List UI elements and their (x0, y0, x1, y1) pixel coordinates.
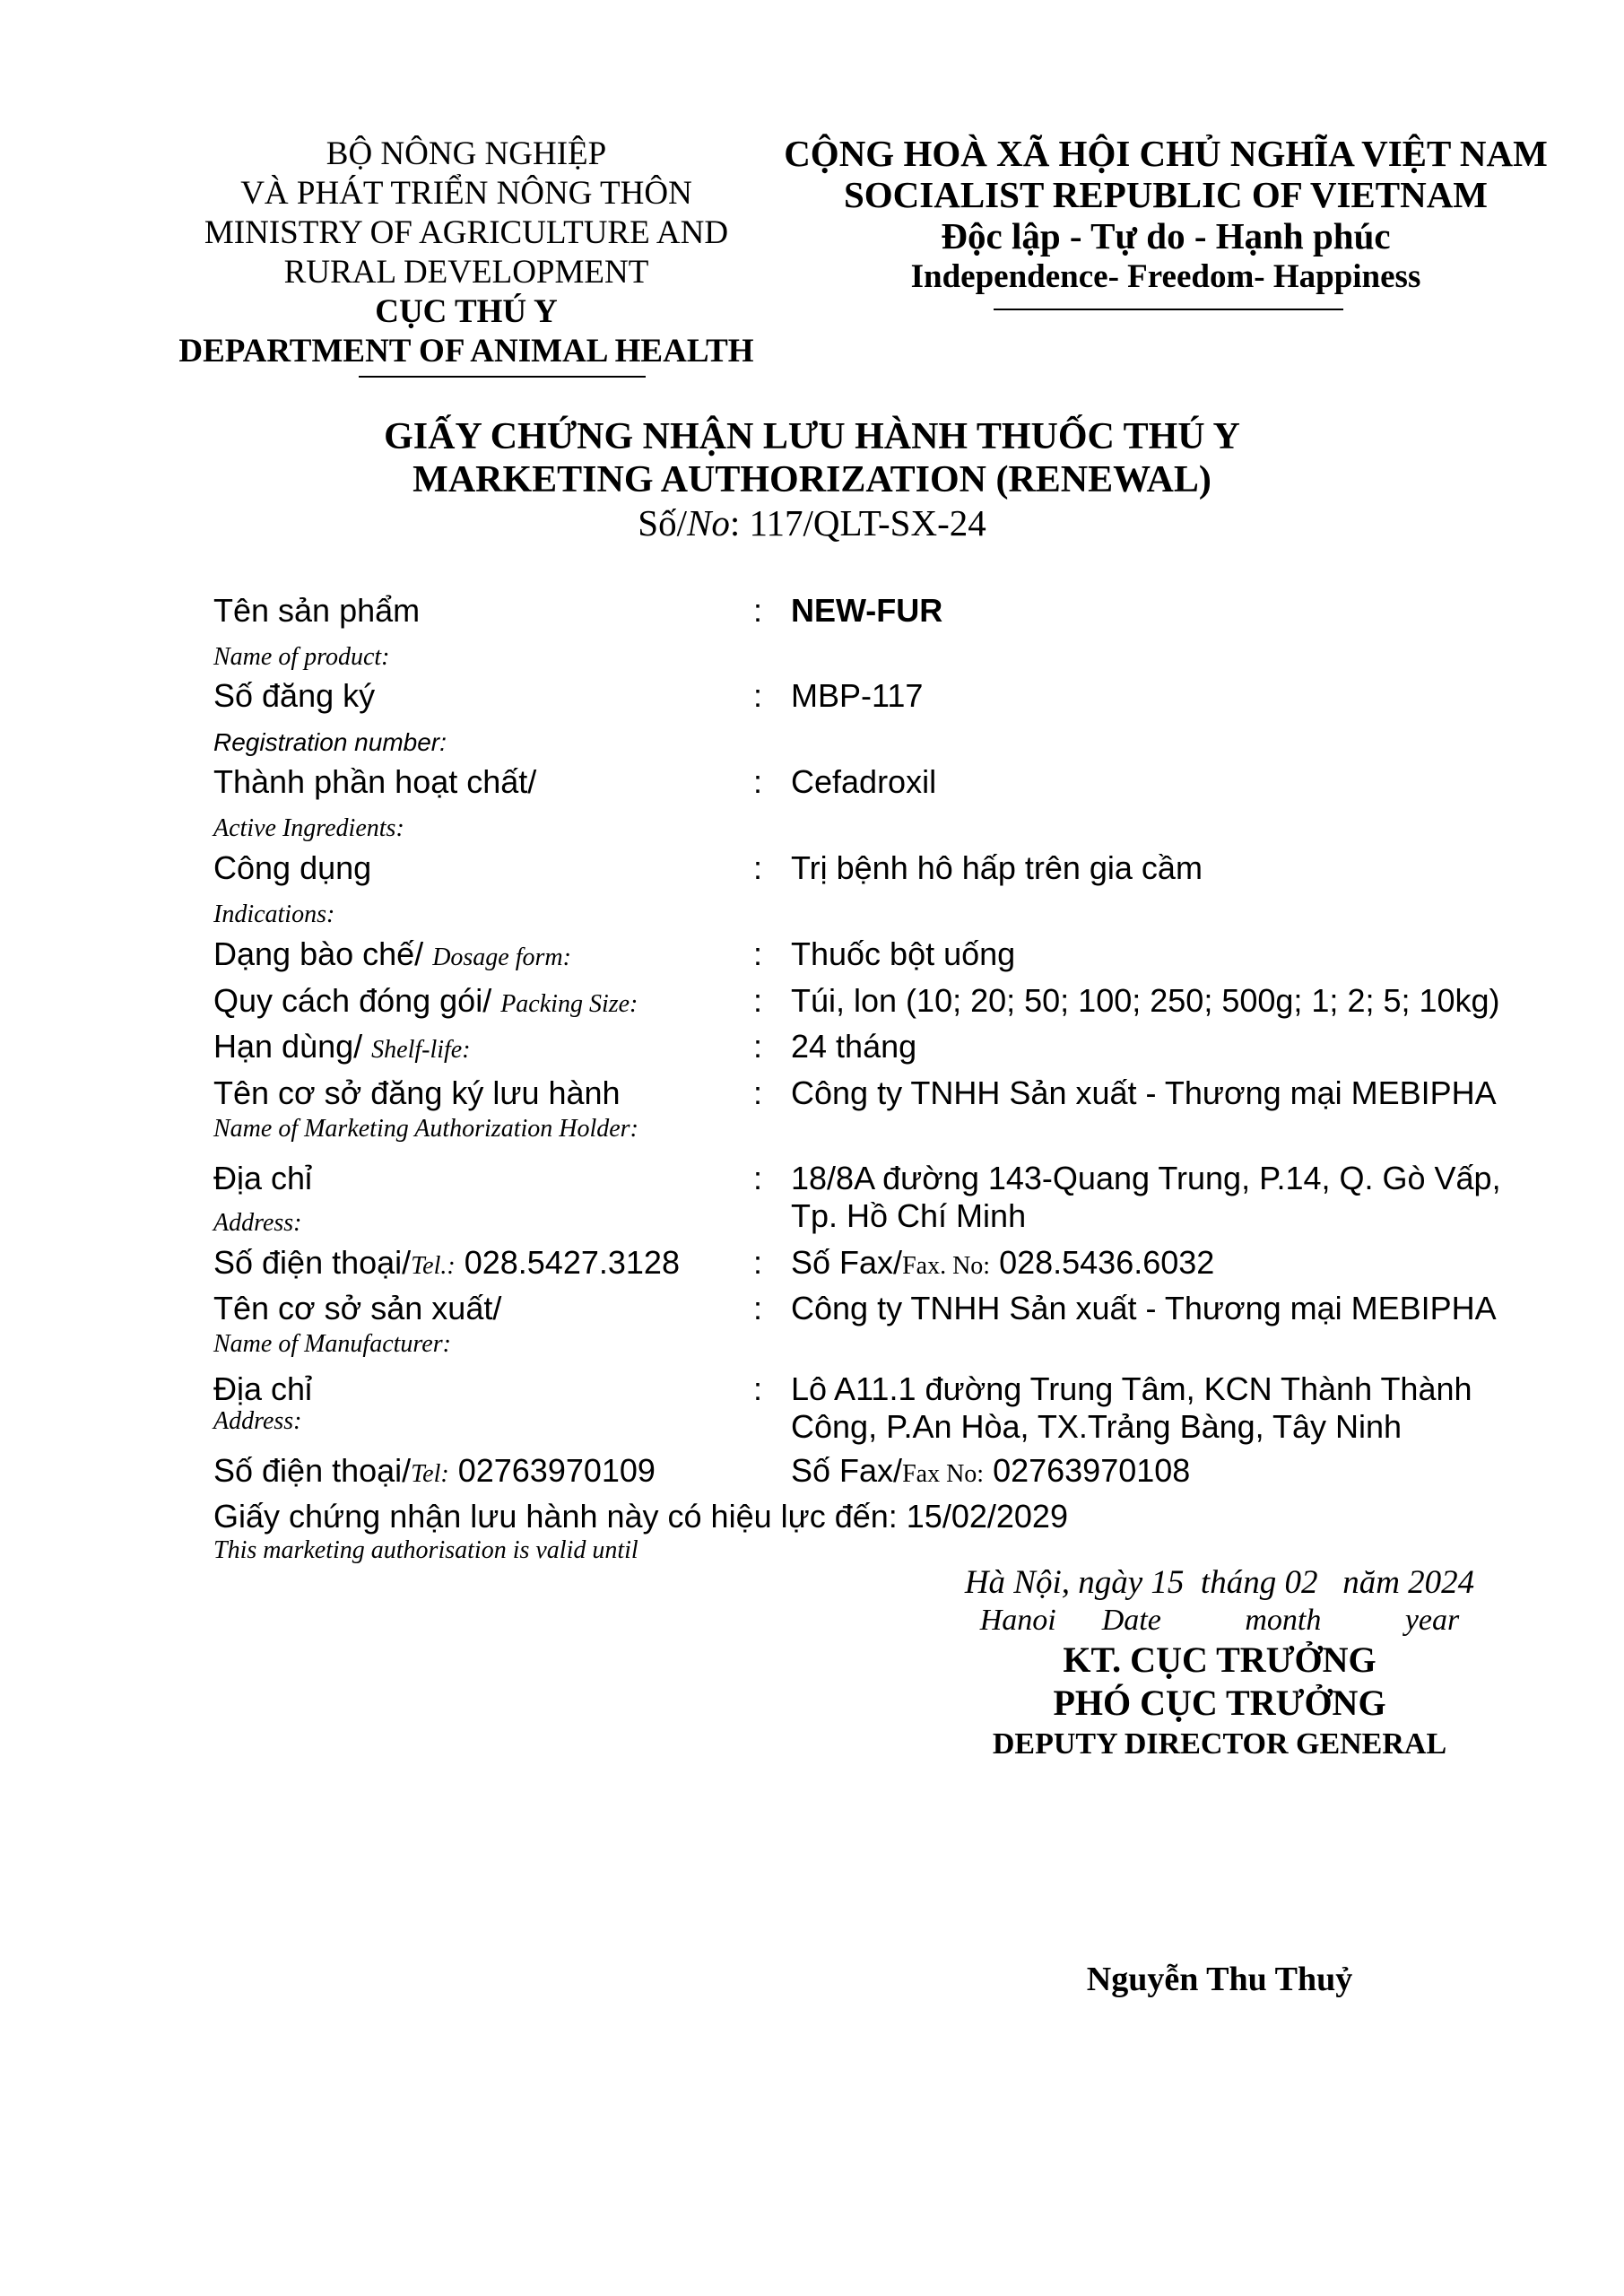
field-sublabel: Name of product: (213, 643, 390, 671)
issue-date-vi: Hà Nội, ngày 15 tháng 02 năm 2024 (964, 1564, 1475, 1601)
country-en: SOCIALIST REPUBLIC OF VIETNAM (843, 174, 1489, 215)
field-sublabel: Name of Manufacturer: (213, 1330, 451, 1358)
ministry-vi-line1: BỘ NÔNG NGHIỆP (326, 135, 607, 172)
indications-value: Trị bệnh hô hấp trên gia cầm (791, 849, 1203, 886)
field-colon: : (753, 763, 763, 800)
field-colon: : (753, 1244, 763, 1281)
field-sublabel: Registration number: (213, 728, 447, 756)
holder-value: Công ty TNHH Sản xuất - Thương mại MEBIPHA (791, 1074, 1497, 1111)
motto-en: Independence- Freedom- Happiness (910, 258, 1421, 295)
field-sublabel: Indications: (213, 900, 335, 928)
field-colon: : (753, 1074, 763, 1111)
manufacturer-address-line2: Công, P.An Hòa, TX.Trảng Bàng, Tây Ninh (791, 1408, 1403, 1445)
holder-fax-number: 028.5436.6032 (990, 1244, 1215, 1281)
fax-label-en: Fax No: (902, 1460, 985, 1488)
active-ingredient: Cefadroxil (791, 763, 937, 800)
label-vi: Số điện thoại/ (213, 1244, 412, 1281)
issuer-underline (359, 376, 646, 378)
field-label: Địa chỉ (213, 1370, 313, 1407)
field-colon: : (753, 935, 763, 972)
national-motto-block (771, 133, 1560, 298)
signer-title-line2: PHÓ CỤC TRƯỞNG (1053, 1683, 1386, 1723)
field-sublabel: This marketing authorisation is valid until (213, 1536, 638, 1564)
holder-address-line1: 18/8A đường 143-Quang Trung, P.14, Q. Gò Vấp, (791, 1160, 1501, 1196)
holder-phone-number: 028.5427.3128 (455, 1244, 680, 1281)
department-en: DEPARTMENT OF ANIMAL HEALTH (178, 333, 754, 370)
issuer-block (170, 135, 762, 371)
manufacturer-phone-number: 02763970109 (448, 1452, 656, 1489)
signature-block (897, 1563, 1542, 1764)
field-label (213, 1244, 680, 1285)
field-colon: : (753, 1290, 763, 1326)
field-colon: : (753, 1028, 763, 1065)
field-colon: : (753, 1160, 763, 1196)
product-name: NEW-FUR (791, 592, 943, 629)
field-sublabel: Address: (213, 1209, 302, 1237)
field-label (213, 1452, 656, 1493)
holder-address-line2: Tp. Hồ Chí Minh (791, 1197, 1027, 1234)
ministry-vi-line2: VÀ PHÁT TRIỂN NÔNG THÔN (240, 175, 692, 212)
signer-title-line1: KT. CỤC TRƯỞNG (1063, 1639, 1376, 1680)
document-title (0, 415, 1624, 544)
field-sublabel: Address: (213, 1407, 302, 1435)
ministry-en-line1: MINISTRY OF AGRICULTURE AND (204, 214, 729, 251)
label-en: Dosage form: (432, 944, 571, 971)
holder-fax (791, 1244, 1214, 1285)
field-colon: : (753, 982, 763, 1019)
label-vi: Quy cách đóng gói/ (213, 982, 501, 1019)
field-label: Tên cơ sở sản xuất/ (213, 1290, 502, 1326)
field-colon: : (753, 592, 763, 629)
label-vi: Số điện thoại/ (213, 1452, 412, 1489)
country-vi: CỘNG HOÀ XÃ HỘI CHỦ NGHĨA VIỆT NAM (784, 133, 1548, 174)
field-label (213, 935, 571, 977)
signer-name: Nguyễn Thu Thuỷ (1086, 1961, 1353, 1998)
fax-label-vi: Số Fax/ (791, 1452, 903, 1489)
field-colon: : (753, 1370, 763, 1407)
field-label (213, 1028, 471, 1069)
label-en: Tel.: (411, 1252, 456, 1280)
number-label: Số/ (638, 502, 687, 544)
label-vi: Dạng bào chế/ (213, 935, 433, 972)
label-en: Shelf-life: (371, 1036, 471, 1064)
shelf-life-value: 24 tháng (791, 1028, 917, 1065)
motto-vi: Độc lập - Tự do - Hạnh phúc (941, 215, 1391, 257)
field-colon: : (753, 677, 763, 714)
fax-label-vi: Số Fax/ (791, 1244, 903, 1281)
label-en: Packing Size: (500, 990, 638, 1018)
packing-size-value: Túi, lon (10; 20; 50; 100; 250; 500g; 1; 2; 5; 10kg) (791, 982, 1500, 1019)
certificate-number (0, 501, 1624, 544)
manufacturer-address-line1: Lô A11.1 đường Trung Tâm, KCN Thành Thành (791, 1370, 1472, 1407)
fax-label-en: Fax. No: (902, 1252, 991, 1280)
field-sublabel: Name of Marketing Authorization Holder: (213, 1115, 638, 1143)
label-vi: Hạn dùng/ (213, 1028, 372, 1065)
field-label: Công dụng (213, 849, 372, 886)
field-label (213, 982, 638, 1023)
manufacturer-value: Công ty TNHH Sản xuất - Thương mại MEBIPHA (791, 1290, 1497, 1326)
title-vi: GIẤY CHỨNG NHẬN LƯU HÀNH THUỐC THÚ Y (384, 416, 1240, 457)
number-value: : 117/QLT-SX-24 (729, 502, 986, 544)
field-label: Tên cơ sở đăng ký lưu hành (213, 1074, 621, 1111)
issue-date-en: Hanoi Date month year (979, 1604, 1460, 1637)
department-vi: CỤC THÚ Y (375, 293, 558, 330)
manufacturer-fax (791, 1452, 1190, 1493)
field-label: Số đăng ký (213, 677, 376, 714)
number-label-en: No (686, 502, 730, 544)
field-colon: : (753, 849, 763, 886)
validity-text: Giấy chứng nhận lưu hành này có hiệu lực đến: 15/02/2029 (213, 1498, 1068, 1535)
label-en: Tel: (411, 1460, 449, 1488)
signer-title-en: DEPUTY DIRECTOR GENERAL (992, 1727, 1447, 1761)
dosage-form-value: Thuốc bột uống (791, 935, 1016, 972)
motto-underline (994, 309, 1343, 310)
title-en: MARKETING AUTHORIZATION (RENEWAL) (413, 459, 1211, 500)
registration-number: MBP-117 (791, 677, 924, 714)
ministry-en-line2: RURAL DEVELOPMENT (283, 254, 649, 291)
manufacturer-fax-number: 02763970108 (984, 1452, 1191, 1489)
field-label: Thành phần hoạt chất/ (213, 763, 537, 800)
field-sublabel: Active Ingredients: (213, 814, 404, 842)
field-label: Địa chỉ (213, 1160, 313, 1196)
field-label: Tên sản phẩm (213, 592, 421, 629)
